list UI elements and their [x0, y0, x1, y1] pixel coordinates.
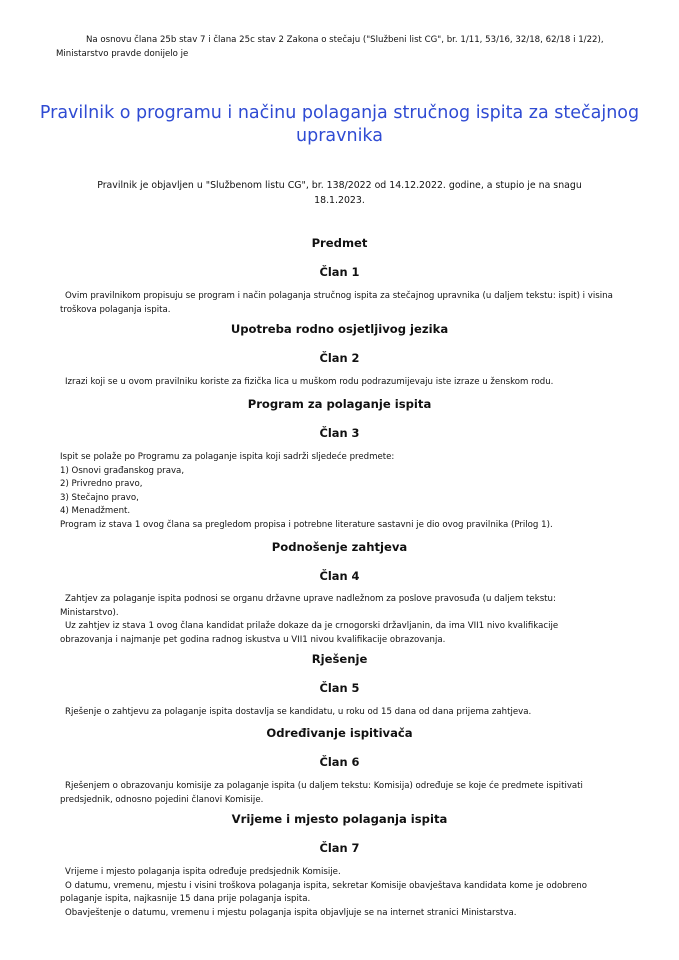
- publication-line: 18.1.2023.: [314, 195, 365, 206]
- article-text: [60, 290, 630, 317]
- section-heading: Određivanje ispitivača: [266, 726, 413, 740]
- text-line: Ministarstvo).: [60, 607, 119, 618]
- text-line: Obavještenje o datumu, vremenu i mjestu polaganja ispita objavljuje se na internet stranici Ministarstva.: [65, 907, 517, 918]
- list-item: 4) Menadžment.: [60, 506, 131, 517]
- article-number: Član 7: [319, 841, 360, 855]
- title-line: Pravilnik o programu i načinu polaganja stručnog ispita za stečajnog: [39, 102, 640, 123]
- title-line: upravnika: [296, 125, 383, 146]
- article-text: [60, 593, 630, 647]
- section-heading: Rješenje: [311, 652, 368, 666]
- preamble-line: Ministarstvo pravde donijelo je: [56, 49, 189, 59]
- article-text: [60, 866, 630, 920]
- article-number: Član 6: [319, 755, 360, 769]
- text-line: Vrijeme i mjesto polaganja ispita određuje predsjednik Komisije.: [65, 867, 341, 877]
- list-item: 2) Privredno pravo,: [60, 479, 143, 490]
- article-number: Član 5: [319, 681, 360, 695]
- preamble-line: Na osnovu člana 25b stav 7 i člana 25c stav 2 Zakona o stečaju ("Službeni list CG", br. 1/11, 53/16, 32/18, 62/18 i 1/22),: [86, 35, 604, 45]
- article-text: [60, 451, 630, 533]
- text-line: Program iz stava 1 ovog člana sa pregledom propisa i potrebne literature sastavni je dio ovog pravilnika (Prilog 1).: [60, 519, 553, 530]
- section-heading: Vrijeme i mjesto polaganja ispita: [231, 812, 448, 826]
- text-line: O datumu, vremenu, mjestu i visini troškova polaganja ispita, sekretar Komisije obavještava kandidata kome je odobreno: [65, 880, 587, 891]
- article-number: Član 3: [319, 426, 360, 440]
- publication-note: [60, 178, 619, 208]
- article-text: [60, 780, 630, 807]
- text-line: troškova polaganja ispita.: [60, 304, 171, 315]
- article-number: Član 1: [319, 265, 360, 279]
- text-line: Rješenje o zahtjevu za polaganje ispita dostavlja se kandidatu, u roku od 15 dana od dana prijema zahtjeva.: [65, 707, 532, 717]
- text-line: obrazovanja i najmanje pet godina radnog iskustva u VII1 nivou kvalifikacije obrazovanja.: [60, 634, 446, 645]
- text-line: Izrazi koji se u ovom pravilniku koriste za fizička lica u muškom rodu podrazumijevaju iste izraze u ženskom rodu.: [65, 377, 554, 387]
- text-line: Ispit se polaže po Programu za polaganje ispita koji sadrži sljedeće predmete:: [60, 452, 395, 462]
- list-item: 3) Stečajno pravo,: [60, 492, 139, 503]
- article-text: [60, 376, 630, 390]
- text-line: predsjednik, odnosno pojedini članovi Komisije.: [60, 794, 264, 805]
- text-line: Uz zahtjev iz stava 1 ovog člana kandidat prilaže dokaze da je crnogorski državljanin, da ima VII1 nivo kvalifikacije: [65, 621, 559, 632]
- text-line: polaganje ispita, najkasnije 15 dana prije polaganja ispita.: [60, 894, 311, 905]
- article-number: Član 4: [319, 569, 360, 583]
- article-text: [60, 706, 630, 720]
- text-line: Rješenjem o obrazovanju komisije za polaganje ispita (u daljem tekstu: Komisija) određuje se koje će predmete ispitivati: [65, 781, 583, 791]
- section-heading: Program za polaganje ispita: [247, 397, 432, 411]
- publication-line: Pravilnik je objavljen u "Službenom listu CG", br. 138/2022 od 14.12.2022. godine, a stupio je na snagu: [97, 180, 582, 191]
- list-item: 1) Osnovi građanskog prava,: [60, 465, 185, 476]
- text-line: Ovim pravilnikom propisuju se program i način polaganja stručnog ispita za stečajnog upravnika (u daljem tekstu: ispit) i visina: [65, 291, 613, 301]
- document-title: [30, 102, 649, 148]
- section-heading: Upotreba rodno osjetljivog jezika: [230, 322, 449, 336]
- section-heading: Predmet: [311, 236, 368, 250]
- section-heading: Podnošenje zahtjeva: [271, 540, 408, 554]
- article-number: Član 2: [319, 351, 360, 365]
- text-line: Zahtjev za polaganje ispita podnosi se organu državne uprave nadležnom za poslove pravosuđa (u daljem tekstu:: [65, 594, 556, 604]
- preamble: [56, 33, 636, 61]
